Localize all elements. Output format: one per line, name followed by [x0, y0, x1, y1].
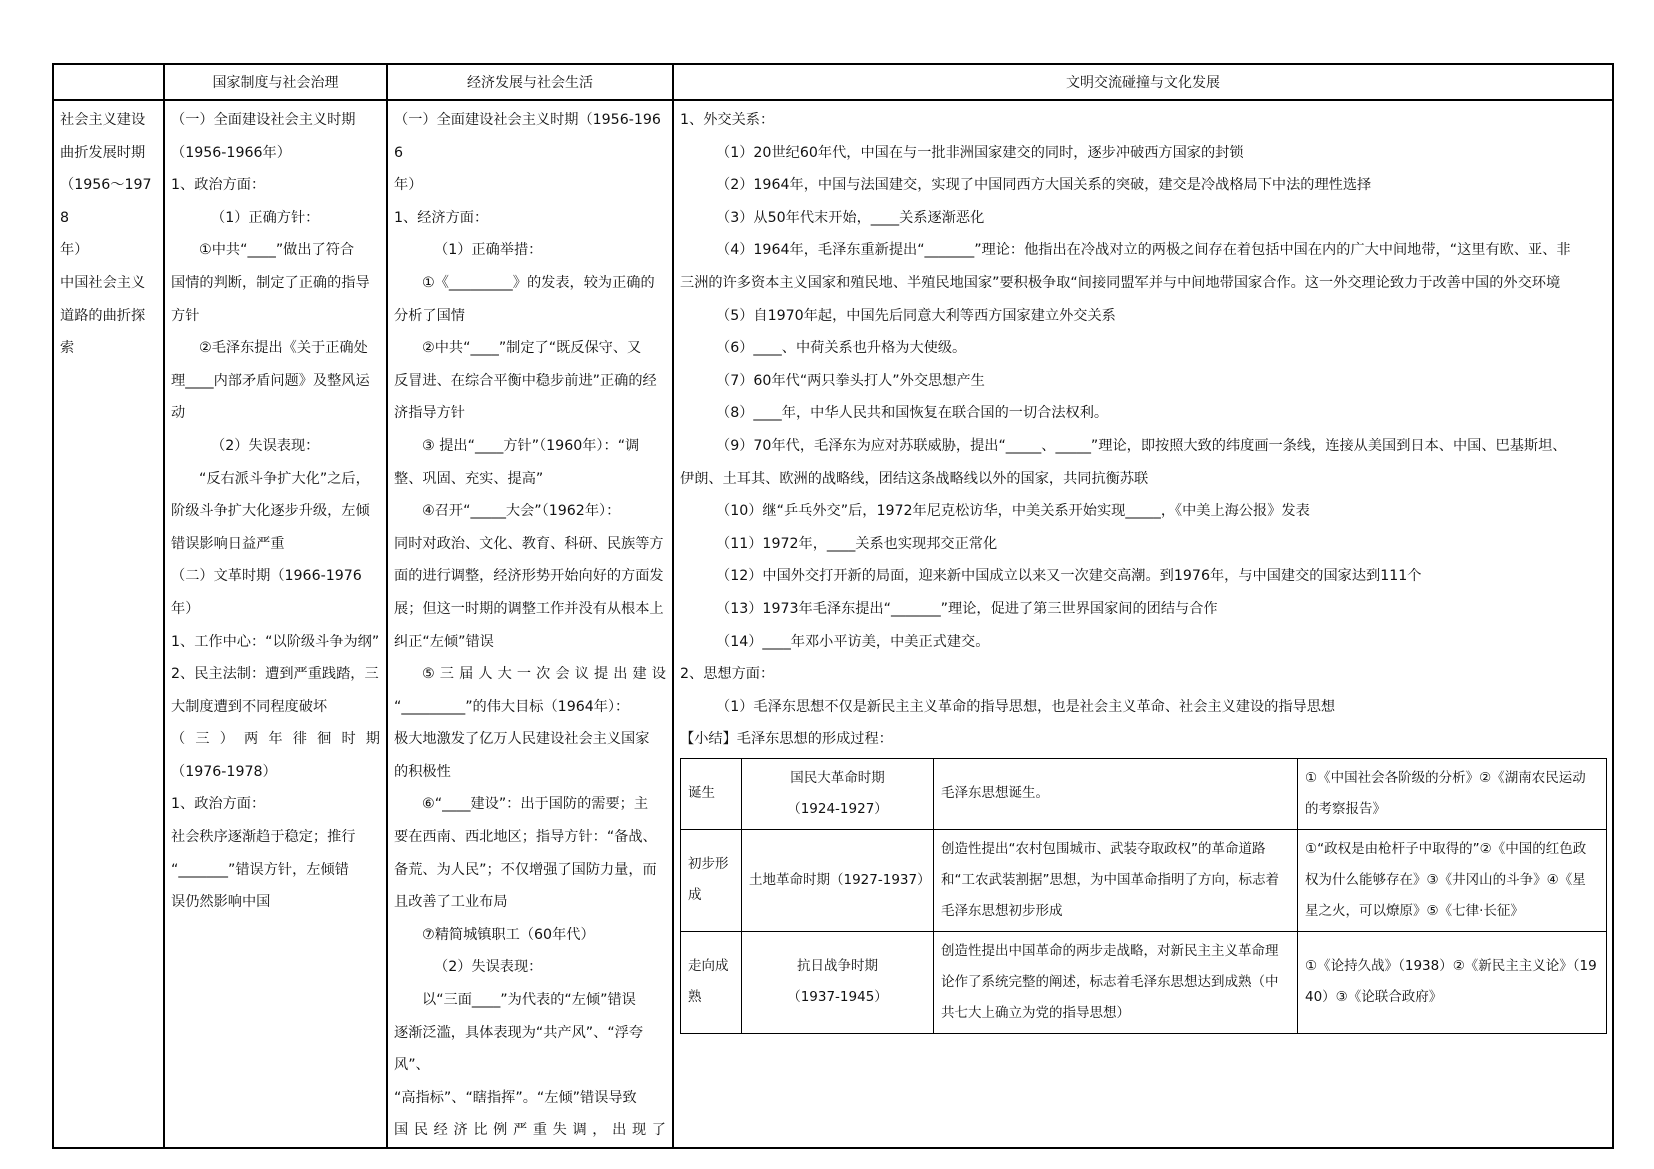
text-line: （1）正确方针：	[211, 209, 320, 226]
text-line: （三）两年徘徊时期	[171, 731, 380, 748]
summary-period	[742, 758, 934, 829]
text-line: 1、外交关系：	[680, 112, 775, 128]
summary-stage: 走向成熟	[681, 931, 742, 1033]
text-line: ②毛泽东提出《关于正确处	[199, 340, 368, 357]
text-line: ③ 提出“____方针”（1960年）：“调	[422, 437, 640, 454]
culture-text	[674, 101, 1612, 1034]
text-line: 伊朗、土耳其、欧洲的战略线，团结这条战略线以外的国家，共同抗衡苏联	[680, 470, 1149, 487]
summary-works: ①“政权是由枪杆子中取得的”②《中国的红色政权为什么能够存在》③《井冈山的斗争》④《星星之火，可以燎原》⑤《七律·长征》	[1298, 829, 1607, 931]
text-line: 面的进行调整，经济形势开始向好的方面发	[394, 568, 664, 585]
header-culture: 文明交流碰撞与文化发展	[673, 64, 1613, 100]
summary-period	[742, 931, 934, 1033]
summary-stage: 初步形成	[681, 829, 742, 931]
summary-period-name: 抗日战争时期	[797, 958, 878, 975]
text-line: 理____内部矛盾问题》及整风运	[171, 372, 370, 389]
header-empty	[53, 64, 164, 100]
text-line: （10）继“乒乓外交”后，1972年尼克松访华，中美关系开始实现_____，《中美上海公报》发表	[716, 503, 1310, 520]
text-line: （二）文革时期（1966-1976年）	[171, 568, 362, 617]
text-line: （1956-1966年）	[171, 144, 291, 161]
text-line: （一）全面建设社会主义时期（1956-1966	[394, 112, 661, 161]
period-text	[54, 101, 163, 365]
summary-table	[680, 758, 1607, 1034]
text-line: ⑥“____建设”：出于国防的需要；主	[422, 796, 649, 813]
text-line: 1、工作中心：“以阶级斗争为纲”	[171, 633, 380, 650]
header-politics: 国家制度与社会治理	[164, 64, 387, 100]
text-line: ⑤三届人大一次会议提出建设	[422, 666, 666, 683]
text-line: 以“三面____”为代表的“左倾”错误	[422, 992, 636, 1009]
period-line: 曲折发展时期	[60, 144, 146, 161]
text-line: （6）____、中荷关系也升格为大使级。	[716, 340, 967, 357]
text-line: （1）20世纪60年代，中国在与一批非洲国家建交的同时，逐步冲破西方国家的封锁	[716, 144, 1244, 161]
summary-row	[681, 758, 1607, 829]
text-line: 2、思想方面：	[680, 666, 775, 683]
period-line: 索	[60, 340, 75, 357]
text-line: （8）____年，中华人民共和国恢复在联合国的一切合法权利。	[716, 405, 1109, 422]
text-line: 阶级斗争扩大化逐步升级，左倾	[171, 503, 370, 520]
text-line: 方针	[171, 307, 200, 324]
header-economy: 经济发展与社会生活	[387, 64, 673, 100]
text-line: （2）1964年，中国与法国建交，实现了中国同西方大国关系的突破，建交是冷战格局下中法的理性选择	[716, 177, 1372, 194]
text-line: 1、经济方面：	[394, 209, 489, 226]
text-line: ①中共“____”做出了符合	[199, 242, 355, 259]
text-line: （1976-1978）	[171, 763, 277, 780]
summary-period-name: 国民大革命时期	[790, 769, 885, 786]
text-line: “_________”的伟大目标（1964年）：	[394, 698, 630, 715]
period-line: 中国社会主义	[60, 274, 146, 291]
summary-works: ①《中国社会各阶级的分析》②《湖南农民运动的考察报告》	[1298, 758, 1607, 829]
summary-period-years: （1924-1927）	[787, 800, 888, 817]
text-line: （5）自1970年起，中国先后同意大利等西方国家建立外交关系	[716, 307, 1116, 324]
text-line: （7）60年代“两只拳头打人”外交思想产生	[716, 372, 985, 389]
text-line: “高指标”、“瞎指挥”。“左倾”错误导致	[394, 1089, 637, 1106]
economy-text	[388, 101, 672, 1147]
text-line: （2）失误表现：	[434, 959, 543, 976]
header-row	[53, 64, 1613, 100]
text-line: 国民经济比例严重失调，出现了	[394, 1122, 666, 1139]
period-line: 年）	[60, 242, 89, 259]
summary-desc: 创造性提出中国革命的两步走战略，对新民主主义革命理论作了系统完整的阐述，标志着毛泽东思想达到成熟（中共七大上确立为党的指导思想）	[934, 931, 1298, 1033]
text-line: 国情的判断，制定了正确的指导	[171, 274, 370, 291]
text-line: 1、政治方面：	[171, 177, 266, 194]
text-line: 同时对政治、文化、教育、科研、民族等方	[394, 535, 664, 552]
text-line: “_______”错误方针，左倾错	[171, 861, 349, 878]
text-line: （1）正确举措：	[434, 242, 543, 259]
text-line: （12）中国外交打开新的局面，迎来新中国成立以来又一次建交高潮。到1976年，与中国建交的国家达到111个	[716, 568, 1422, 585]
text-line: 三洲的许多资本主义国家和殖民地、半殖民地国家”要积极争取“间接同盟军并与中间地带国家合作。这一外交理论致力于改善中国的外交环境	[680, 274, 1561, 291]
text-line: “反右派斗争扩大化”之后，	[199, 470, 370, 487]
text-line: 整、巩固、充实、提高”	[394, 470, 544, 487]
content-row	[53, 100, 1613, 1148]
summary-works: ①《论持久战》（1938）②《新民主主义论》（1940）③《论联合政府》	[1298, 931, 1607, 1033]
summary-desc: 毛泽东思想诞生。	[934, 758, 1298, 829]
text-line: 社会秩序逐渐趋于稳定；推行	[171, 829, 356, 846]
text-line: ②中共“____”制定了“既反保守、又	[422, 340, 642, 357]
text-line: 极大地激发了亿万人民建设社会主义国家	[394, 731, 650, 748]
text-line: （9）70年代，毛泽东为应对苏联威胁，提出“_____、_____”理论，即按照大致的纬度画一条线，连接从美国到日本、中国、巴基斯坦、	[716, 437, 1567, 454]
text-line: 要在西南、西北地区；指导方针：“备战、	[394, 829, 657, 846]
text-line: 且改善了工业布局	[394, 894, 508, 911]
period-line: （1956～1978	[60, 177, 152, 226]
text-line: （1）毛泽东思想不仅是新民主主义革命的指导思想，也是社会主义革命、社会主义建设的指导思想	[716, 698, 1336, 715]
culture-cell	[673, 100, 1613, 1148]
period-cell	[53, 100, 164, 1148]
summary-desc: 创造性提出“农村包围城市、武装夺取政权”的革命道路和“工农武装割据”思想，为中国革命指明了方向，标志着毛泽东思想初步形成	[934, 829, 1298, 931]
text-line: 纠正“左倾”错误	[394, 633, 494, 650]
text-line: 1、政治方面：	[171, 796, 266, 813]
text-line: 备荒、为人民”；不仅增强了国防力量，而	[394, 861, 657, 878]
summary-row	[681, 829, 1607, 931]
text-line: （11）1972年，____关系也实现邦交正常化	[716, 535, 998, 552]
text-line: 错误影响日益严重	[171, 535, 285, 552]
period-line: 社会主义建设	[60, 112, 146, 128]
summary-title: 【小结】毛泽东思想的形成过程：	[680, 731, 893, 748]
summary-period-years: （1937-1945）	[787, 989, 888, 1006]
text-line: 动	[171, 405, 186, 422]
text-line: （一）全面建设社会主义时期	[171, 112, 356, 128]
summary-period	[742, 829, 934, 931]
text-line: 分析了国情	[394, 307, 465, 324]
summary-period-name: 土地革命时期（1927-1937）	[749, 871, 931, 888]
text-line: 济指导方针	[394, 405, 465, 422]
politics-cell	[164, 100, 387, 1148]
text-line: （3）从50年代末开始，____关系逐渐恶化	[716, 209, 985, 226]
text-line: 误仍然影响中国	[171, 894, 271, 911]
text-line: 反冒进、在综合平衡中稳步前进”正确的经	[394, 372, 657, 389]
summary-row	[681, 931, 1607, 1033]
text-line: 年）	[394, 177, 423, 194]
text-line: ④召开“_____大会”（1962年）：	[422, 503, 621, 520]
text-line: ⑦精简城镇职工（60年代）	[422, 926, 595, 943]
text-line: ①《_________》的发表，较为正确的	[422, 274, 655, 291]
text-line: 2、民主法制：遭到严重践踏，三	[171, 666, 379, 683]
economy-cell	[387, 100, 673, 1148]
text-line: 大制度遭到不同程度破坏	[171, 698, 328, 715]
period-line: 道路的曲折探	[60, 307, 146, 324]
politics-text	[165, 101, 386, 919]
text-line: （4）1964年，毛泽东重新提出“_______”理论：他指出在冷战对立的两极之间存在着包括中国在内的广大中间地带，“这里有欧、亚、非	[716, 242, 1571, 259]
text-line: 逐渐泛滥，具体表现为“共产风”、“浮夸风”、	[394, 1024, 644, 1074]
history-table	[52, 63, 1614, 1149]
text-line: （2）失误表现：	[211, 437, 320, 454]
text-line: （14）____年邓小平访美，中美正式建交。	[716, 633, 990, 650]
text-line: （13）1973年毛泽东提出“_______”理论，促进了第三世界国家间的团结与合作	[716, 600, 1218, 617]
text-line: 展；但这一时期的调整工作并没有从根本上	[394, 600, 664, 617]
summary-stage: 诞生	[681, 758, 742, 829]
text-line: 的积极性	[394, 763, 451, 780]
